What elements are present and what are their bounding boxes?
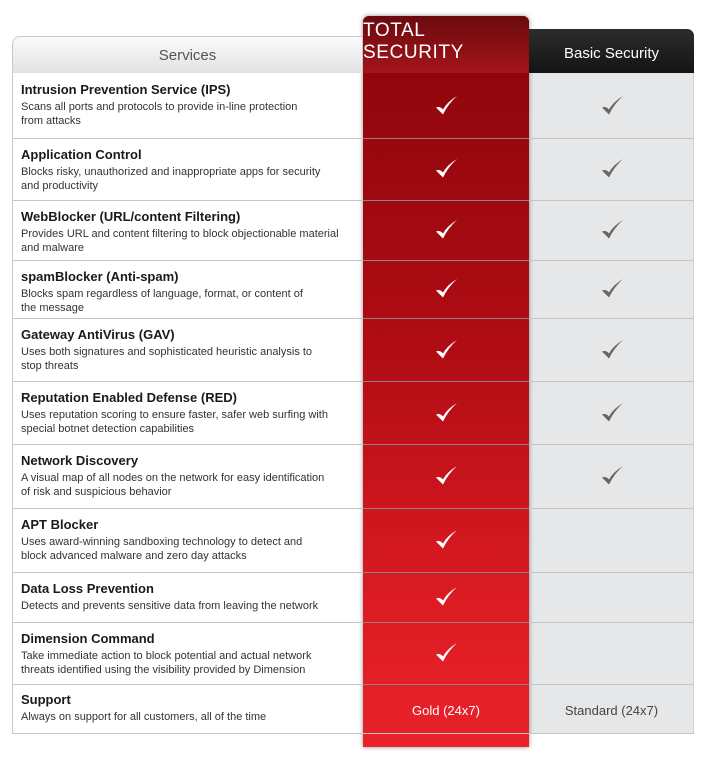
service-description: [21, 345, 356, 373]
support-service-cell: [21, 692, 356, 724]
total-check-icon: [433, 217, 459, 243]
total-check-icon: [433, 337, 459, 363]
service-cell: [21, 390, 356, 436]
service-description-line: block advanced malware and zero day attacks: [21, 550, 247, 562]
service-description-line: threats identified using the visibility provided by Dimension: [21, 664, 306, 676]
row-divider-total: [363, 138, 529, 139]
support-total-value: Gold (24x7): [412, 702, 480, 718]
service-description: [21, 471, 356, 499]
row-divider: [12, 260, 694, 261]
service-description-line: Blocks spam regardless of language, format, or content of: [21, 288, 303, 300]
total-check-icon: [433, 463, 459, 489]
services-header-label: Services: [158, 46, 217, 64]
row-divider-total: [363, 381, 529, 382]
row-divider: [12, 200, 694, 201]
basic-check-icon: [599, 156, 625, 182]
service-description-line: Provides URL and content filtering to block objectionable material: [21, 228, 339, 240]
total-check-icon: [433, 276, 459, 302]
basic-check-icon: [599, 337, 625, 363]
service-name: Dimension Command: [21, 631, 155, 646]
row-divider-total: [363, 200, 529, 201]
support-desc: Always on support for all customers, all of the time: [21, 711, 267, 723]
service-name: Reputation Enabled Defense (RED): [21, 390, 237, 405]
services-header: [12, 36, 363, 73]
row-divider-total: [363, 684, 529, 685]
row-divider: [12, 572, 694, 573]
basic-security-header: [529, 29, 694, 73]
service-name: Data Loss Prevention: [21, 581, 154, 596]
row-divider-total: [363, 260, 529, 261]
support-basic-value: Standard (24x7): [564, 702, 659, 718]
service-description-line: special botnet detection capabilities: [21, 423, 195, 435]
service-description-line: A visual map of all nodes on the network for easy identification: [21, 472, 325, 484]
service-description-line: from attacks: [21, 115, 81, 127]
service-name: Intrusion Prevention Service (IPS): [21, 82, 231, 97]
service-description-line: Take immediate action to block potential and actual network: [21, 650, 312, 662]
total-security-header-label: TOTAL SECURITY: [363, 20, 464, 63]
service-cell: [21, 82, 356, 128]
service-cell: [21, 269, 356, 315]
service-description: [21, 599, 356, 613]
service-description-line: and malware: [21, 242, 84, 254]
basic-check-icon: [599, 276, 625, 302]
service-description: [21, 535, 356, 563]
service-name: spamBlocker (Anti-spam): [21, 269, 179, 284]
service-description-line: of risk and suspicious behavior: [21, 486, 172, 498]
total-check-icon: [433, 527, 459, 553]
service-cell: [21, 453, 356, 499]
service-description-line: Blocks risky, unauthorized and inappropriate apps for security: [21, 166, 321, 178]
row-divider-total: [363, 444, 529, 445]
row-divider-total: [363, 508, 529, 509]
service-cell: [21, 209, 356, 255]
total-security-header: [363, 16, 529, 73]
service-description-line: Detects and prevents sensitive data from leaving the network: [21, 600, 319, 612]
service-description-line: the message: [21, 302, 84, 314]
table-bottom-line: [12, 733, 694, 734]
service-description-line: Uses both signatures and sophisticated heuristic analysis to: [21, 346, 313, 358]
service-cell: [21, 631, 356, 677]
service-name: Application Control: [21, 147, 142, 162]
row-divider: [12, 318, 694, 319]
support-name: Support: [21, 692, 71, 707]
row-divider-total: [363, 318, 529, 319]
row-divider-total: [363, 572, 529, 573]
basic-security-header-label: Basic Security: [563, 44, 660, 62]
basic-check-icon: [599, 463, 625, 489]
row-divider-total: [363, 622, 529, 623]
service-description: [21, 100, 356, 128]
service-description: [21, 408, 356, 436]
service-description: [21, 165, 356, 193]
basic-check-icon: [599, 93, 625, 119]
basic-check-icon: [599, 400, 625, 426]
total-check-icon: [433, 640, 459, 666]
row-divider: [12, 138, 694, 139]
service-name: Network Discovery: [21, 453, 139, 468]
total-check-icon: [433, 584, 459, 610]
service-description-line: stop threats: [21, 360, 79, 372]
total-check-icon: [433, 93, 459, 119]
service-cell: [21, 517, 356, 563]
service-description-line: Uses award-winning sandboxing technology to detect and: [21, 536, 303, 548]
service-description-line: Uses reputation scoring to ensure faster, safer web surfing with: [21, 409, 328, 421]
service-cell: [21, 147, 356, 193]
service-cell: [21, 327, 356, 373]
row-divider: [12, 381, 694, 382]
service-description: [21, 649, 356, 677]
service-description: [21, 287, 356, 315]
row-divider: [12, 622, 694, 623]
service-name: APT Blocker: [21, 517, 99, 532]
service-name: WebBlocker (URL/content Filtering): [21, 209, 241, 224]
row-divider: [12, 444, 694, 445]
service-description: [21, 227, 356, 255]
total-check-icon: [433, 400, 459, 426]
service-description-line: and productivity: [21, 180, 99, 192]
basic-check-icon: [599, 217, 625, 243]
service-cell: [21, 581, 356, 613]
row-divider: [12, 508, 694, 509]
service-name: Gateway AntiVirus (GAV): [21, 327, 175, 342]
row-divider: [12, 684, 694, 685]
service-description-line: Scans all ports and protocols to provide in-line protection: [21, 101, 298, 113]
total-check-icon: [433, 156, 459, 182]
